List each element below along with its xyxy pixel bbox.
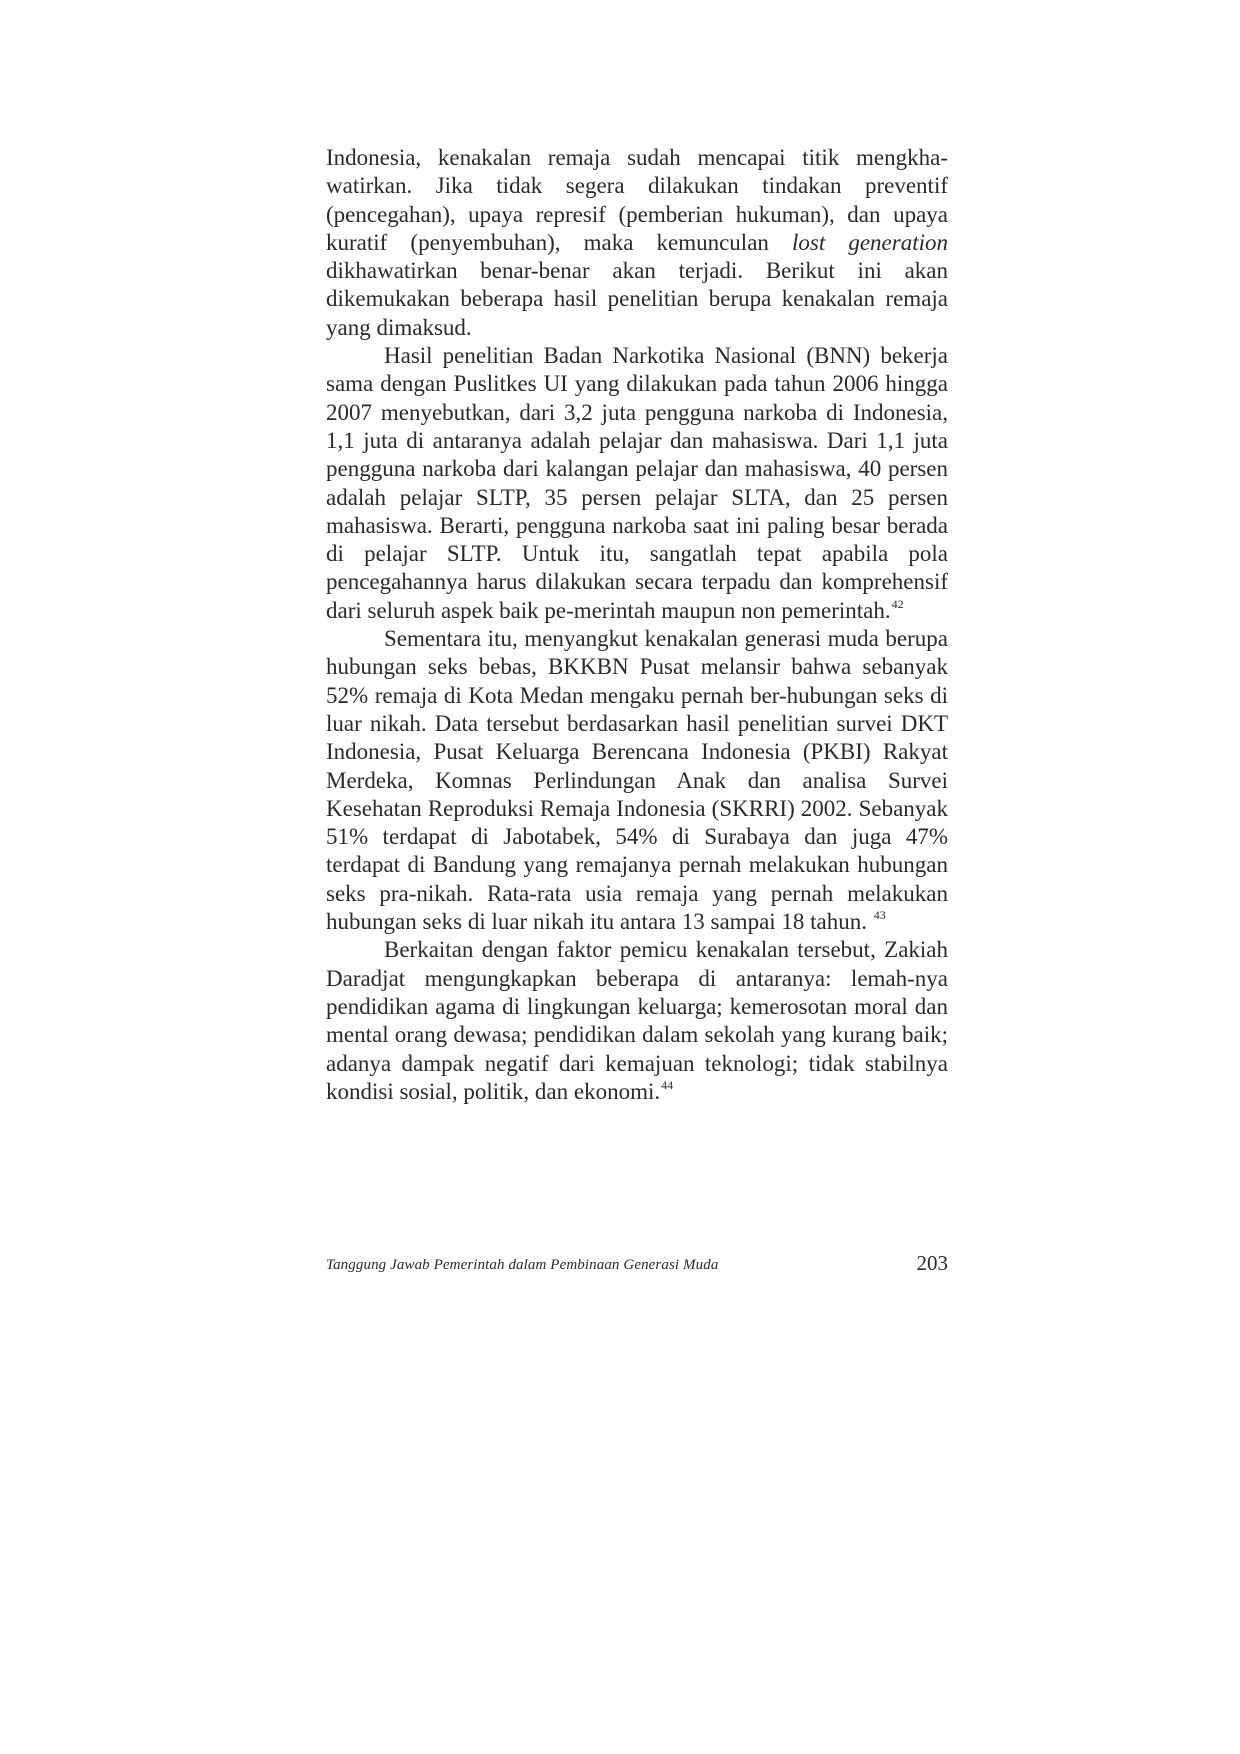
footnote-ref-42[interactable]: 42 <box>891 596 904 611</box>
paragraph-4 <box>326 936 948 1106</box>
paragraph-3-text: Sementara itu, menyangkut kenakalan generasi muda berupa hubungan seks bebas, BKKBN Pusat melansir bahwa sebanyak 52% remaja di Kota Medan mengaku pernah ber-hubungan seks di luar nikah. Data tersebut berdasarkan hasil penelitian survei DKT Indonesia, Pusat Keluarga Berencana Indonesia (PKBI) Rakyat Merdeka, Komnas Perlindungan Anak dan analisa Survei Kesehatan Reproduksi Remaja Indonesia (SKRRI) 2002. Sebanyak 51% terdapat di Jabotabek, 54% di Surabaya dan juga 47% terdapat di Bandung yang remajanya pernah melakukan hubungan seks pra-nikah. Rata-rata usia remaja yang pernah melakukan hubungan seks di luar nikah itu antara 13 sampai 18 tahun. <box>326 626 948 935</box>
paragraph-3 <box>326 625 948 936</box>
paragraph-2 <box>326 342 948 625</box>
running-footer-title: Tanggung Jawab Pemerintah dalam Pembinaan Generasi Muda <box>326 1257 719 1273</box>
italic-term-lost-generation: lost generation <box>792 229 948 255</box>
paragraph-1 <box>326 144 948 342</box>
paragraph-2-text: Hasil penelitian Badan Narkotika Nasional (BNN) bekerja sama dengan Puslitkes UI yang dilakukan pada tahun 2006 hingga 2007 menyebutkan, dari 3,2 juta pengguna narkoba di Indonesia, 1,1 juta di antaranya adalah pelajar dan mahasiswa. Dari 1,1 juta pengguna narkoba dari kalangan pelajar dan mahasiswa, 40 persen adalah pelajar SLTP, 35 persen pelajar SLTA, dan 25 persen mahasiswa. Berarti, pengguna narkoba saat ini paling besar berada di pelajar SLTP. Untuk itu, sangatlah tepat apabila pola pencegahannya harus dilakukan secara terpadu dan komprehensif dari seluruh aspek baik pe-merintah maupun non pemerintah. <box>326 343 948 623</box>
page-number: 203 <box>916 1251 948 1275</box>
paragraph-1-text-b: dikhawatirkan benar-benar akan terjadi. Berikut ini akan dikemukakan beberapa hasil penelitian berupa kenakalan remaja yang dimaksud. <box>326 258 948 340</box>
page-footer <box>326 1251 948 1281</box>
paragraph-1-text-a: Indonesia, kenakalan remaja sudah mencapai titik mengkha-watirkan. Jika tidak segera dilakukan tindakan preventif (pencegahan), upaya represif (pemberian hukuman), dan upaya kuratif (penyembuhan), maka kemunculan <box>326 145 948 255</box>
body-text <box>326 144 948 1106</box>
paragraph-4-text: Berkaitan dengan faktor pemicu kenakalan tersebut, Zakiah Daradjat mengungkapkan beberapa di antaranya: lemah-nya pendidikan agama di lingkungan keluarga; kemerosotan moral dan mental orang dewasa; pendidikan dalam sekolah yang kurang baik; adanya dampak negatif dari kemajuan teknologi; tidak stabilnya kondisi sosial, politik, dan ekonomi. <box>326 937 948 1104</box>
footnote-ref-43[interactable]: 43 <box>873 908 886 923</box>
footnote-ref-44[interactable]: 44 <box>661 1077 674 1092</box>
